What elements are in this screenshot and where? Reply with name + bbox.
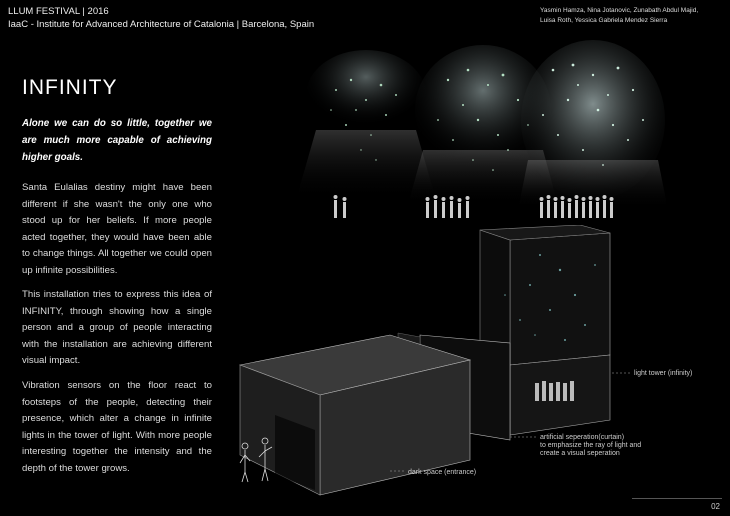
- label-curtain-1: artificial seperation(curtain): [540, 434, 625, 441]
- label-light-tower: light tower (infinity): [634, 370, 693, 377]
- header-authors: [540, 6, 698, 26]
- authors-line-2: Luisa Roth, Yessica Gabriela Mendez Sierra: [540, 17, 668, 24]
- page-number: 02: [711, 502, 720, 511]
- label-curtain-3: create a visual seperation: [540, 450, 620, 457]
- installation-diagram: [220, 225, 730, 505]
- lead-quote: Alone we can do so little, together we are much more capable of achieving higher goals.: [22, 118, 212, 163]
- header-left: [8, 5, 314, 31]
- festival-title: LLUM FESTIVAL | 2016: [8, 6, 109, 17]
- label-curtain-2: to emphasize the ray of light and: [540, 442, 642, 449]
- render-large-group: [518, 40, 668, 230]
- footer-rule: [632, 498, 722, 499]
- authors-line-1: Yasmin Hamza, Nina Jotanovic, Zunabath Abdul Majid,: [540, 7, 699, 14]
- page-title: INFINITY: [22, 76, 118, 99]
- label-dark-space: dark space (entrance): [408, 469, 477, 476]
- paragraph-3: Vibration sensors on the floor react to footsteps of the people, detecting their presence, which alter a change in infinite lights in the tower of light. With more people interesting together the intensity and the depth of the tower grows.: [22, 380, 212, 474]
- paragraph-1: Santa Eulalias destiny might have been different if she wasn't the only one who stood up for her beliefs. If more people acted together, they would have been able to change things. All together we could open up infinite possibilities.: [22, 182, 212, 276]
- institute-line: IaaC - Institute for Advanced Architecture of Catalonia | Barcelona, Spain: [8, 19, 315, 30]
- paragraph-2: This installation tries to express this idea of INFINITY, through showing how a single person and a group of people interacting with the installation are achieving different visual impact.: [22, 289, 212, 366]
